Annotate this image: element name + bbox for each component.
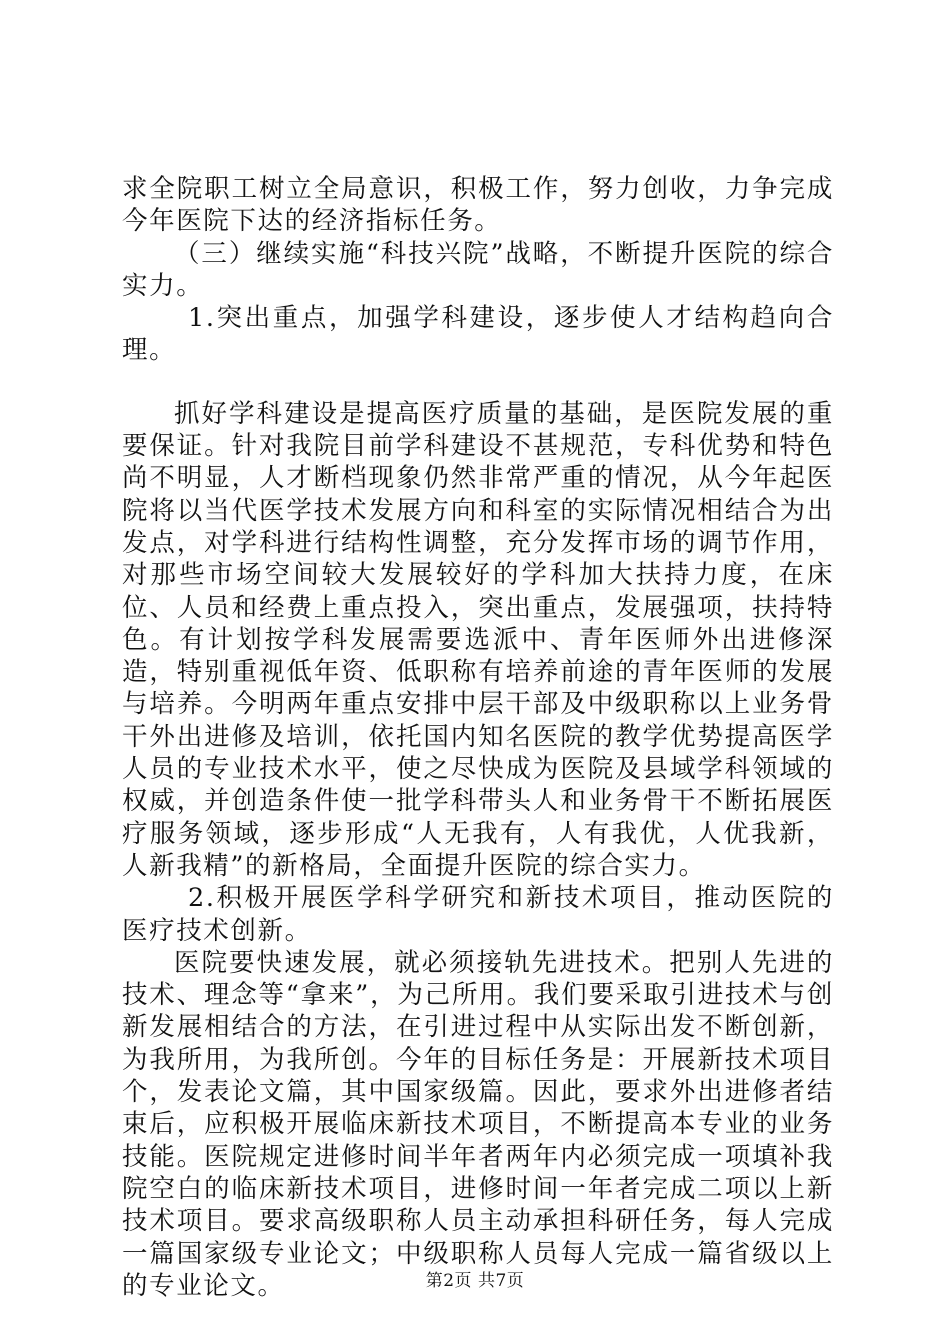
section-heading-3: （三）继续实施“科技兴院”战略，不断提升医院的综合实力。 [122, 238, 834, 301]
subheading-1: 1.突出重点，加强学科建设，逐步使人才结构趋向合理。 [122, 303, 834, 366]
document-body [122, 173, 834, 1302]
paragraph-continuation: 求全院职工树立全局意识，积极工作，努力创收，力争完成今年医院下达的经济指标任务。 [122, 174, 834, 237]
paragraph-new-technology: 医院要快速发展，就必须接轨先进技术。把别人先进的技术、理念等“拿来”，为己所用。我们要采取引进技术与创新发展相结合的方法，在引进过程中从实际出发不断创新，为我所用，为我所创。今年的目标任务是：开展新技术项目个，发表论文篇，其中国家级篇。因此，要求外出进修者结束后，应积极开展临床新技术项目，不断提高本专业的业务技能。医院规定进修时间半年者两年内必须完成一项填补我院空白的临床新技术项目，进修时间一年者完成二项以上新技术项目。要求高级职称人员主动承担科研任务，每人完成一篇国家级专业论文；中级职称人员每人完成一篇省级以上的专业论文。 [122, 947, 834, 1301]
paragraph-discipline-building: 抓好学科建设是提高医疗质量的基础，是医院发展的重要保证。针对我院目前学科建设不甚规范，专科优势和特色尚不明显，人才断档现象仍然非常严重的情况，从今年起医院将以当代医学技术发展方向和科室的实际情况相结合为出发点，对学科进行结构性调整，充分发挥市场的调节作用，对那些市场空间较大发展较好的学科加大扶持力度，在床位、人员和经费上重点投入，突出重点，发展强项，扶持特色。有计划按学科发展需要选派中、青年医师外出进修深造，特别重视低年资、低职称有培养前途的青年医师的发展与培养。今明两年重点安排中层干部及中级职称以上业务骨干外出进修及培训，依托国内知名医院的教学优势提高医学人员的专业技术水平，使之尽快成为医院及县域学科领域的权威，并创造条件使一批学科带头人和业务骨干不断拓展医疗服务领域，逐步形成“人无我有，人有我优，人优我新，人新我精”的新格局，全面提升医院的综合实力。 [122, 398, 834, 881]
subheading-2: 2.积极开展医学科学研究和新技术项目，推动医院的医疗技术创新。 [122, 883, 834, 946]
page-number: 第2页 共7页 [425, 1271, 525, 1291]
page-footer [0, 1271, 950, 1291]
